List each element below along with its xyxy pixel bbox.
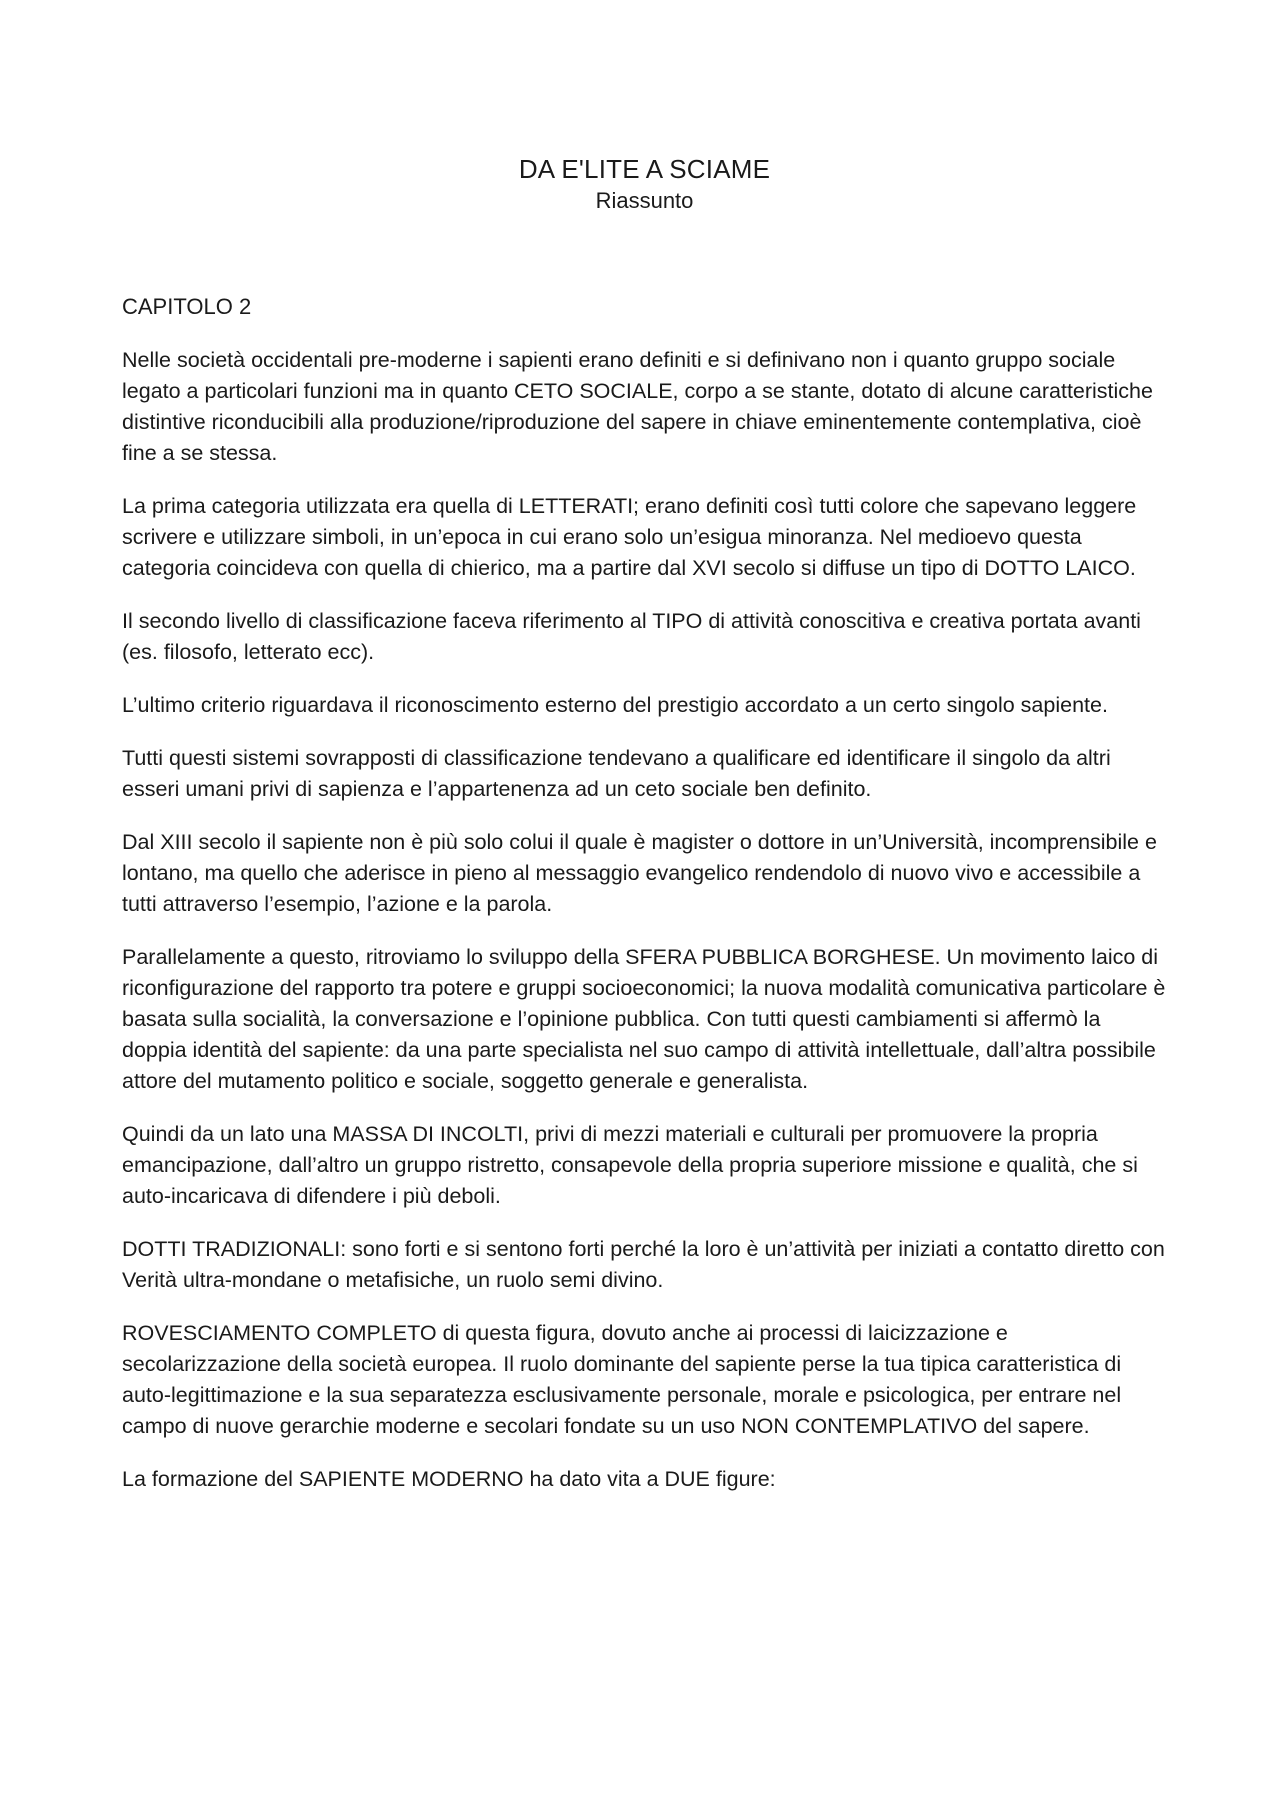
document-title: DA E'LITE A SCIAME [518,154,771,184]
paragraph: Parallelamente a questo, ritroviamo lo sviluppo della SFERA PUBBLICA BORGHESE. Un movimento laico di riconfigurazione del rapporto tra potere e gruppi socioeconomici; la nuova modalità comunicativa particolare è basata sulla socialità, la conversazione e l’opinione pubblica. Con tutti questi cambiamenti si affermò la doppia identità del sapiente: da una parte specialista nel suo campo di attività intellettuale, dall’altra possibile attore del mutamento politico e sociale, soggetto generale e generalista. [122,945,1166,1093]
paragraph: Il secondo livello di classificazione faceva riferimento al TIPO di attività conoscitiva e creativa portata avanti (es. filosofo, letterato ecc). [122,609,1141,664]
body-text [122,345,1167,1517]
paragraph: L’ultimo criterio riguardava il riconoscimento esterno del prestigio accordato a un certo singolo sapiente. [122,693,1108,717]
document-subtitle: Riassunto [595,188,694,213]
paragraph: Tutti questi sistemi sovrapposti di classificazione tendevano a qualificare ed identificare il singolo da altri esseri umani privi di sapienza e l’appartenenza ad un ceto sociale ben definito. [122,746,1111,801]
paragraph: La formazione del SAPIENTE MODERNO ha dato vita a DUE figure: [122,1467,776,1491]
paragraph: La prima categoria utilizzata era quella di LETTERATI; erano definiti così tutti colore che sapevano leggere scrivere e utilizzare simboli, in un’epoca in cui erano solo un’esigua minoranza. Nel medioevo questa categoria coincideva con quella di chierico, ma a partire dal XVI secolo si diffuse un tipo di DOTTO LAICO. [122,494,1137,580]
paragraph: Dal XIII secolo il sapiente non è più solo colui il quale è magister o dottore in un’Università, incomprensibile e lontano, ma quello che aderisce in pieno al messaggio evangelico rendendolo di nuovo vivo e accessibile a tutti attraverso l’esempio, l’azione e la parola. [122,830,1157,916]
paragraph: ROVESCIAMENTO COMPLETO di questa figura, dovuto anche ai processi di laicizzazione e secolarizzazione della società europea. Il ruolo dominante del sapiente perse la tua tipica caratteristica di auto-legittimazione e la sua separatezza esclusivamente personale, morale e psicologica, per entrare nel campo di nuove gerarchie moderne e secolari fondate su un uso NON CONTEMPLATIVO del sapere. [122,1321,1122,1438]
paragraph: Quindi da un lato una MASSA DI INCOLTI, privi di mezzi materiali e culturali per promuovere la propria emancipazione, dall’altro un gruppo ristretto, consapevole della propria superiore missione e qualità, che si auto-incaricava di difendere i più deboli. [122,1122,1138,1208]
chapter-heading: CAPITOLO 2 [122,294,252,319]
paragraph: DOTTI TRADIZIONALI: sono forti e si sentono forti perché la loro è un’attività per iniziati a contatto diretto con Verità ultra-mondane o metafisiche, un ruolo semi divino. [122,1237,1165,1292]
paragraph: Nelle società occidentali pre-moderne i sapienti erano definiti e si definivano non i quanto gruppo sociale legato a particolari funzioni ma in quanto CETO SOCIALE, corpo a se stante, dotato di alcune caratteristiche distintive riconducibili alla produzione/riproduzione del sapere in chiave eminentemente contemplativa, cioè fine a se stessa. [122,348,1153,465]
